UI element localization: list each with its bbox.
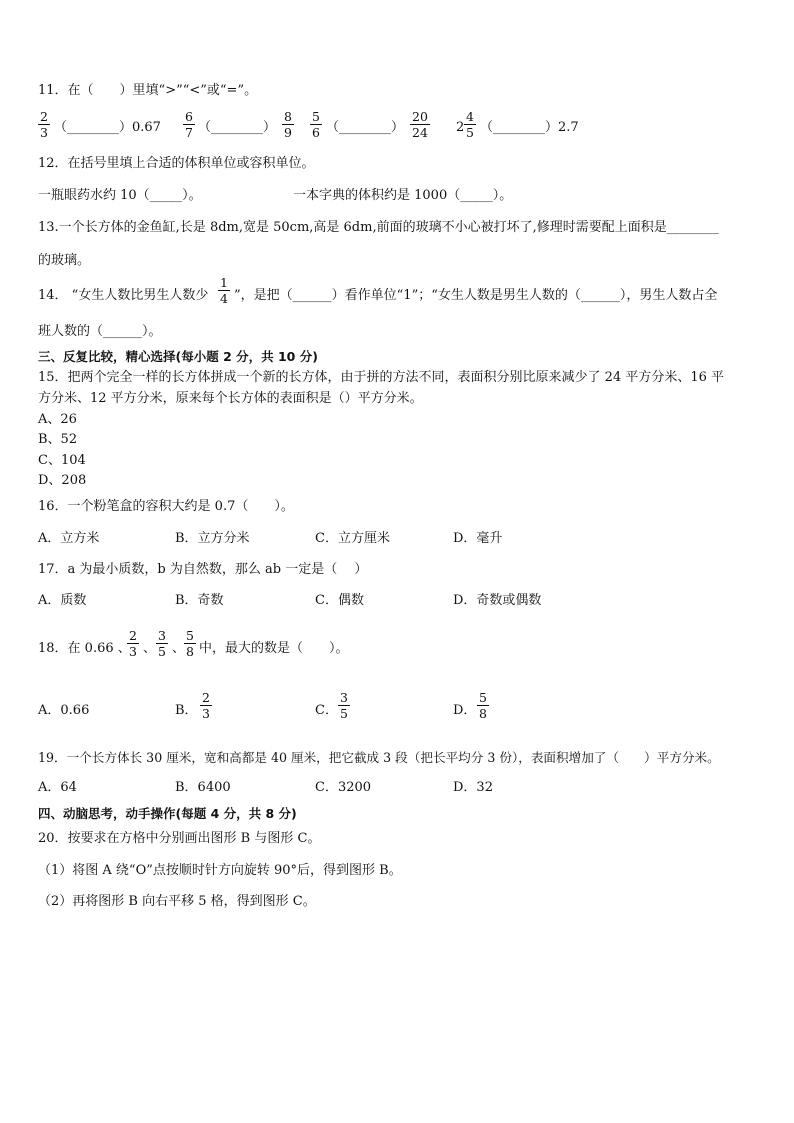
q20-step-1: （1）将图 A 绕“O”点按顺时针方向旋转 90°后，得到图形 B。 xyxy=(38,863,402,878)
q11-f3b-den: 24 xyxy=(412,125,428,140)
q11-compare-3[interactable]: （________） xyxy=(326,120,405,135)
q11-compare-4[interactable]: （________）2.7 xyxy=(480,120,579,135)
q18-sep-1: 、 xyxy=(143,641,157,656)
q18-before: 18．在 0.66 、 xyxy=(38,641,131,656)
q11-f3a-den: 6 xyxy=(312,125,320,140)
q18-od-num: 5 xyxy=(479,690,487,705)
q18-ob-den: 3 xyxy=(202,706,210,721)
q16-option-d[interactable]: D．毫升 xyxy=(453,531,503,546)
q11-f2b-den: 9 xyxy=(284,125,292,140)
q18-fraction-1 xyxy=(127,628,139,659)
q18-option-d-fraction xyxy=(477,690,489,721)
q18-f2-den: 5 xyxy=(158,644,166,659)
q18-oc-den: 5 xyxy=(340,706,348,721)
q11-compare-2[interactable]: （________） xyxy=(198,120,277,135)
q11-f2a-den: 7 xyxy=(185,125,193,140)
q18-after: 中，最大的数是（ ）。 xyxy=(199,641,349,656)
q11-f1-den: 3 xyxy=(40,125,48,140)
q17-option-b[interactable]: B．奇数 xyxy=(175,593,224,608)
q19-option-a[interactable]: A．64 xyxy=(38,780,77,795)
q11-fraction-3a xyxy=(310,109,322,140)
q11-f2a-num: 6 xyxy=(185,109,193,124)
q18-option-b-fraction xyxy=(200,690,212,721)
q18-f1-den: 3 xyxy=(129,644,137,659)
q11-fraction-4 xyxy=(464,109,476,140)
q13-line2: 的玻璃。 xyxy=(38,253,91,268)
q11-fraction-2a xyxy=(183,109,195,140)
q18-f3-den: 8 xyxy=(186,644,194,659)
q11-f3b-num: 20 xyxy=(412,109,428,124)
q18-f3-num: 5 xyxy=(186,628,194,643)
q17-option-c[interactable]: C．偶数 xyxy=(315,593,364,608)
q13-line1[interactable]: 13.一个长方体的金鱼缸,长是 8dm,宽是 50cm,高是 6dm,前面的玻璃不小心被打坏了,修理时需要配上面积是________ xyxy=(38,220,719,235)
q14-line2[interactable]: 班人数的（______）。 xyxy=(38,324,162,339)
q16-option-b[interactable]: B．立方分米 xyxy=(175,531,250,546)
q19-option-b[interactable]: B．6400 xyxy=(175,780,231,795)
q19-option-c[interactable]: C．3200 xyxy=(315,780,372,795)
q12-right[interactable]: 一本字典的体积约是 1000（_____）。 xyxy=(293,188,513,203)
q16-option-a[interactable]: A．立方米 xyxy=(38,531,100,546)
q18-option-a[interactable]: A．0.66 xyxy=(38,703,90,718)
q18-fraction-3 xyxy=(184,628,196,659)
section-4-heading: 四、动脑思考，动手操作(每题 4 分，共 8 分) xyxy=(38,806,297,821)
q18-fraction-2 xyxy=(156,628,168,659)
q11-fraction-1 xyxy=(38,109,50,140)
q18-od-den: 8 xyxy=(479,706,487,721)
q15-option-b[interactable]: B、52 xyxy=(38,432,78,447)
q17-option-a[interactable]: A．质数 xyxy=(38,593,87,608)
q19-option-d[interactable]: D．32 xyxy=(453,780,493,795)
q18-option-b[interactable]: B． xyxy=(175,703,198,718)
q19-stem: 19．一个长方体长 30 厘米，宽和高都是 40 厘米，把它截成 3 段（把长平均分 3 份），表面积增加了（ ）平方分米。 xyxy=(38,750,720,765)
q17-stem: 17．a 为最小质数，b 为自然数，那么 ab 一定是（ ） xyxy=(38,562,368,577)
q18-option-d[interactable]: D． xyxy=(453,703,477,718)
q17-option-d[interactable]: D．奇数或偶数 xyxy=(453,593,542,608)
q18-oc-num: 3 xyxy=(340,690,348,705)
q11-mixed-whole: 2 xyxy=(456,120,465,135)
q14-fraction xyxy=(218,275,230,306)
q15-line1: 15．把两个完全一样的长方体拼成一个新的长方体，由于拼的方法不同，表面积分别比原来减少了 24 平方分米、16 平 xyxy=(38,370,725,385)
q15-line2: 方分米、12 平方分米，原来每个长方体的表面积是（）平方分米。 xyxy=(38,391,423,406)
q11-f1-num: 2 xyxy=(40,109,48,124)
q14-after[interactable]: ”，是把（______）看作单位“1”；“女生人数是男生人数的（______），男生人数占全 xyxy=(234,288,718,303)
q20-step-2: （2）再将图形 B 向右平移 5 格，得到图形 C。 xyxy=(38,894,316,909)
q18-sep-2: 、 xyxy=(172,641,186,656)
q11-f4-num: 4 xyxy=(466,109,474,124)
q11-intro: 11．在（ ）里填“>”“<”或“=”。 xyxy=(38,83,258,98)
q15-option-c[interactable]: C、104 xyxy=(38,453,86,468)
q11-compare-1[interactable]: （________）0.67 xyxy=(54,120,161,135)
q18-f1-num: 2 xyxy=(129,628,137,643)
q12-left[interactable]: 一瓶眼药水约 10（_____）。 xyxy=(38,188,202,203)
section-3-heading: 三、反复比较，精心选择(每小题 2 分，共 10 分) xyxy=(38,349,318,364)
q11-f2b-num: 8 xyxy=(284,109,292,124)
q11-f4-den: 5 xyxy=(466,125,474,140)
q16-stem: 16．一个粉笔盒的容积大约是 0.7（ ）。 xyxy=(38,499,294,514)
q20-stem: 20．按要求在方格中分别画出图形 B 与图形 C。 xyxy=(38,831,321,846)
q14-before: 14． “女生人数比男生人数少 xyxy=(38,288,209,303)
q18-f2-num: 3 xyxy=(158,628,166,643)
q16-option-c[interactable]: C．立方厘米 xyxy=(315,531,390,546)
q14-f-den: 4 xyxy=(220,291,228,306)
q18-ob-num: 2 xyxy=(202,690,210,705)
q12-intro: 12．在括号里填上合适的体积单位或容积单位。 xyxy=(38,156,315,171)
q15-option-a[interactable]: A、26 xyxy=(38,412,77,427)
q11-fraction-3b xyxy=(410,109,430,140)
q14-f-num: 1 xyxy=(220,275,228,290)
q18-option-c[interactable]: C． xyxy=(315,703,338,718)
q11-fraction-2b xyxy=(282,109,294,140)
q11-f3a-num: 5 xyxy=(312,109,320,124)
q15-option-d[interactable]: D、208 xyxy=(38,473,87,488)
q18-option-c-fraction xyxy=(338,690,350,721)
